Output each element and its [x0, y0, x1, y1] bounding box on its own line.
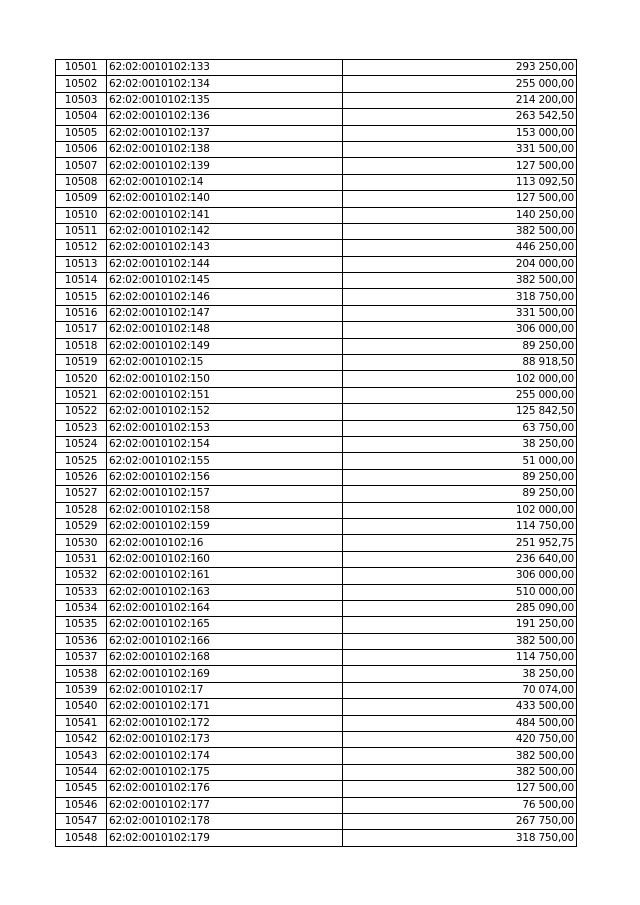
table-row	[56, 158, 577, 174]
row-number-cell: 10544	[56, 764, 107, 780]
cadastral-number-cell: 62:02:0010102:176	[107, 781, 343, 797]
cadastral-number-cell: 62:02:0010102:145	[107, 273, 343, 289]
cadastral-value-cell: 70 074,00	[343, 682, 577, 698]
row-number-cell: 10512	[56, 240, 107, 256]
cadastral-value-cell: 127 500,00	[343, 191, 577, 207]
cadastral-number-cell: 62:02:0010102:16	[107, 535, 343, 551]
cadastral-value-cell: 331 500,00	[343, 141, 577, 157]
row-number-cell: 10546	[56, 797, 107, 813]
row-number-cell: 10534	[56, 600, 107, 616]
row-number-cell: 10532	[56, 568, 107, 584]
cadastral-number-cell: 62:02:0010102:169	[107, 666, 343, 682]
cadastral-number-cell: 62:02:0010102:152	[107, 404, 343, 420]
cadastral-value-cell: 89 250,00	[343, 338, 577, 354]
cadastral-number-cell: 62:02:0010102:178	[107, 813, 343, 829]
cadastral-number-cell: 62:02:0010102:136	[107, 109, 343, 125]
cadastral-value-cell: 214 200,00	[343, 92, 577, 108]
table-row	[56, 436, 577, 452]
row-number-cell: 10528	[56, 502, 107, 518]
cadastral-value-cell: 114 750,00	[343, 650, 577, 666]
row-number-cell: 10506	[56, 141, 107, 157]
cadastral-value-cell: 251 952,75	[343, 535, 577, 551]
cadastral-value-cell: 293 250,00	[343, 60, 577, 76]
table-row	[56, 174, 577, 190]
cadastral-value-cell: 113 092,50	[343, 174, 577, 190]
table-row	[56, 371, 577, 387]
cadastral-value-cell: 38 250,00	[343, 436, 577, 452]
cadastral-number-cell: 62:02:0010102:156	[107, 469, 343, 485]
row-number-cell: 10502	[56, 76, 107, 92]
table-row	[56, 289, 577, 305]
cadastral-value-cell: 127 500,00	[343, 158, 577, 174]
table-row	[56, 305, 577, 321]
row-number-cell: 10525	[56, 453, 107, 469]
cadastral-value-cell: 382 500,00	[343, 633, 577, 649]
cadastral-value-cell: 382 500,00	[343, 223, 577, 239]
row-number-cell: 10515	[56, 289, 107, 305]
table-row	[56, 191, 577, 207]
cadastral-number-cell: 62:02:0010102:171	[107, 699, 343, 715]
table-row	[56, 404, 577, 420]
row-number-cell: 10520	[56, 371, 107, 387]
cadastral-number-cell: 62:02:0010102:173	[107, 732, 343, 748]
table-row	[56, 355, 577, 371]
row-number-cell: 10548	[56, 830, 107, 846]
table-row	[56, 223, 577, 239]
cadastral-value-cell: 191 250,00	[343, 617, 577, 633]
cadastral-number-cell: 62:02:0010102:160	[107, 551, 343, 567]
cadastral-number-cell: 62:02:0010102:134	[107, 76, 343, 92]
table-row	[56, 830, 577, 846]
table-row	[56, 584, 577, 600]
cadastral-number-cell: 62:02:0010102:150	[107, 371, 343, 387]
cadastral-number-cell: 62:02:0010102:138	[107, 141, 343, 157]
table-row	[56, 338, 577, 354]
cadastral-number-cell: 62:02:0010102:140	[107, 191, 343, 207]
cadastral-number-cell: 62:02:0010102:177	[107, 797, 343, 813]
table-row	[56, 273, 577, 289]
row-number-cell: 10527	[56, 486, 107, 502]
table-row	[56, 568, 577, 584]
row-number-cell: 10536	[56, 633, 107, 649]
cadastral-value-cell: 306 000,00	[343, 568, 577, 584]
cadastral-number-cell: 62:02:0010102:143	[107, 240, 343, 256]
table-row	[56, 633, 577, 649]
table-row	[56, 502, 577, 518]
cadastral-number-cell: 62:02:0010102:155	[107, 453, 343, 469]
row-number-cell: 10521	[56, 387, 107, 403]
cadastral-number-cell: 62:02:0010102:165	[107, 617, 343, 633]
table-row	[56, 256, 577, 272]
table-row	[56, 797, 577, 813]
cadastral-number-cell: 62:02:0010102:163	[107, 584, 343, 600]
row-number-cell: 10511	[56, 223, 107, 239]
row-number-cell: 10529	[56, 518, 107, 534]
row-number-cell: 10503	[56, 92, 107, 108]
table-body	[56, 60, 577, 847]
cadastral-number-cell: 62:02:0010102:17	[107, 682, 343, 698]
cadastral-number-cell: 62:02:0010102:154	[107, 436, 343, 452]
table-row	[56, 60, 577, 76]
table-row	[56, 92, 577, 108]
cadastral-number-cell: 62:02:0010102:168	[107, 650, 343, 666]
table-row	[56, 76, 577, 92]
row-number-cell: 10531	[56, 551, 107, 567]
cadastral-number-cell: 62:02:0010102:14	[107, 174, 343, 190]
row-number-cell: 10539	[56, 682, 107, 698]
row-number-cell: 10519	[56, 355, 107, 371]
table-row	[56, 109, 577, 125]
cadastral-value-cell: 446 250,00	[343, 240, 577, 256]
cadastral-value-cell: 267 750,00	[343, 813, 577, 829]
cadastral-number-cell: 62:02:0010102:151	[107, 387, 343, 403]
row-number-cell: 10510	[56, 207, 107, 223]
row-number-cell: 10543	[56, 748, 107, 764]
table-row	[56, 666, 577, 682]
cadastral-value-cell: 236 640,00	[343, 551, 577, 567]
cadastral-value-cell: 88 918,50	[343, 355, 577, 371]
row-number-cell: 10509	[56, 191, 107, 207]
cadastral-number-cell: 62:02:0010102:139	[107, 158, 343, 174]
table-row	[56, 732, 577, 748]
cadastral-value-cell: 76 500,00	[343, 797, 577, 813]
table-row	[56, 781, 577, 797]
table-row	[56, 699, 577, 715]
cadastral-value-cell: 306 000,00	[343, 322, 577, 338]
row-number-cell: 10517	[56, 322, 107, 338]
cadastral-value-cell: 153 000,00	[343, 125, 577, 141]
cadastral-value-cell: 318 750,00	[343, 830, 577, 846]
cadastral-value-cell: 127 500,00	[343, 781, 577, 797]
table-row	[56, 650, 577, 666]
cadastral-value-cell: 263 542,50	[343, 109, 577, 125]
row-number-cell: 10523	[56, 420, 107, 436]
cadastral-value-table	[55, 59, 577, 847]
cadastral-number-cell: 62:02:0010102:179	[107, 830, 343, 846]
cadastral-number-cell: 62:02:0010102:158	[107, 502, 343, 518]
table-row	[56, 715, 577, 731]
row-number-cell: 10533	[56, 584, 107, 600]
row-number-cell: 10541	[56, 715, 107, 731]
row-number-cell: 10535	[56, 617, 107, 633]
table-row	[56, 486, 577, 502]
row-number-cell: 10508	[56, 174, 107, 190]
table-row	[56, 141, 577, 157]
table-row	[56, 748, 577, 764]
row-number-cell: 10516	[56, 305, 107, 321]
table-row	[56, 207, 577, 223]
table-row	[56, 322, 577, 338]
row-number-cell: 10504	[56, 109, 107, 125]
cadastral-number-cell: 62:02:0010102:147	[107, 305, 343, 321]
cadastral-value-cell: 102 000,00	[343, 502, 577, 518]
row-number-cell: 10518	[56, 338, 107, 354]
cadastral-value-cell: 382 500,00	[343, 764, 577, 780]
row-number-cell: 10530	[56, 535, 107, 551]
row-number-cell: 10545	[56, 781, 107, 797]
table-row	[56, 125, 577, 141]
cadastral-value-cell: 114 750,00	[343, 518, 577, 534]
row-number-cell: 10537	[56, 650, 107, 666]
cadastral-number-cell: 62:02:0010102:172	[107, 715, 343, 731]
cadastral-value-cell: 125 842,50	[343, 404, 577, 420]
cadastral-number-cell: 62:02:0010102:164	[107, 600, 343, 616]
table-row	[56, 240, 577, 256]
cadastral-value-cell: 102 000,00	[343, 371, 577, 387]
table-row	[56, 764, 577, 780]
table-row	[56, 682, 577, 698]
table-row	[56, 551, 577, 567]
row-number-cell: 10522	[56, 404, 107, 420]
cadastral-value-cell: 63 750,00	[343, 420, 577, 436]
cadastral-number-cell: 62:02:0010102:161	[107, 568, 343, 584]
table-row	[56, 600, 577, 616]
cadastral-number-cell: 62:02:0010102:149	[107, 338, 343, 354]
row-number-cell: 10514	[56, 273, 107, 289]
table-row	[56, 813, 577, 829]
cadastral-number-cell: 62:02:0010102:15	[107, 355, 343, 371]
cadastral-number-cell: 62:02:0010102:135	[107, 92, 343, 108]
cadastral-value-cell: 38 250,00	[343, 666, 577, 682]
cadastral-number-cell: 62:02:0010102:146	[107, 289, 343, 305]
table-row	[56, 469, 577, 485]
cadastral-number-cell: 62:02:0010102:153	[107, 420, 343, 436]
cadastral-number-cell: 62:02:0010102:175	[107, 764, 343, 780]
cadastral-value-cell: 433 500,00	[343, 699, 577, 715]
row-number-cell: 10547	[56, 813, 107, 829]
row-number-cell: 10513	[56, 256, 107, 272]
cadastral-value-cell: 331 500,00	[343, 305, 577, 321]
row-number-cell: 10505	[56, 125, 107, 141]
cadastral-value-cell: 318 750,00	[343, 289, 577, 305]
cadastral-number-cell: 62:02:0010102:157	[107, 486, 343, 502]
cadastral-value-cell: 89 250,00	[343, 486, 577, 502]
cadastral-value-cell: 140 250,00	[343, 207, 577, 223]
row-number-cell: 10526	[56, 469, 107, 485]
row-number-cell: 10507	[56, 158, 107, 174]
cadastral-value-cell: 382 500,00	[343, 273, 577, 289]
cadastral-value-cell: 285 090,00	[343, 600, 577, 616]
cadastral-value-cell: 255 000,00	[343, 76, 577, 92]
cadastral-value-cell: 204 000,00	[343, 256, 577, 272]
table-row	[56, 387, 577, 403]
cadastral-number-cell: 62:02:0010102:148	[107, 322, 343, 338]
row-number-cell: 10542	[56, 732, 107, 748]
cadastral-value-cell: 382 500,00	[343, 748, 577, 764]
cadastral-value-cell: 510 000,00	[343, 584, 577, 600]
cadastral-value-cell: 420 750,00	[343, 732, 577, 748]
cadastral-number-cell: 62:02:0010102:142	[107, 223, 343, 239]
cadastral-number-cell: 62:02:0010102:133	[107, 60, 343, 76]
table-row	[56, 535, 577, 551]
table-row	[56, 518, 577, 534]
row-number-cell: 10501	[56, 60, 107, 76]
cadastral-value-cell: 51 000,00	[343, 453, 577, 469]
cadastral-number-cell: 62:02:0010102:174	[107, 748, 343, 764]
cadastral-number-cell: 62:02:0010102:141	[107, 207, 343, 223]
table-row	[56, 453, 577, 469]
cadastral-value-cell: 484 500,00	[343, 715, 577, 731]
cadastral-number-cell: 62:02:0010102:137	[107, 125, 343, 141]
cadastral-number-cell: 62:02:0010102:166	[107, 633, 343, 649]
row-number-cell: 10524	[56, 436, 107, 452]
cadastral-value-cell: 89 250,00	[343, 469, 577, 485]
table-row	[56, 420, 577, 436]
row-number-cell: 10538	[56, 666, 107, 682]
table-row	[56, 617, 577, 633]
cadastral-number-cell: 62:02:0010102:159	[107, 518, 343, 534]
cadastral-number-cell: 62:02:0010102:144	[107, 256, 343, 272]
row-number-cell: 10540	[56, 699, 107, 715]
cadastral-value-cell: 255 000,00	[343, 387, 577, 403]
